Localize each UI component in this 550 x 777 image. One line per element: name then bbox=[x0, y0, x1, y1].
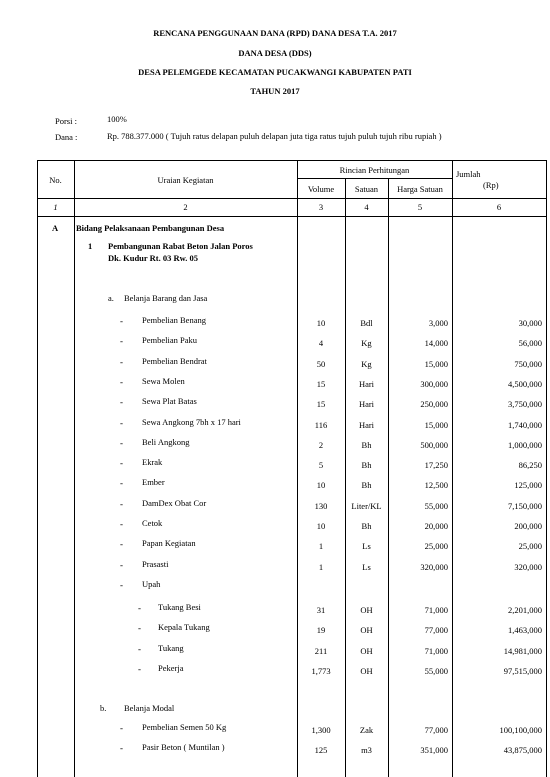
header-uraian: Uraian Kegiatan bbox=[157, 175, 214, 185]
row-volume: 10 bbox=[316, 318, 326, 328]
section-no: A bbox=[52, 223, 59, 233]
row-satuan: Ls bbox=[362, 562, 371, 572]
header-harga: Harga Satuan bbox=[397, 184, 443, 194]
row-harga: 71,000 bbox=[424, 605, 448, 615]
row-jumlah: 30,000 bbox=[518, 318, 542, 328]
row-satuan: Liter/KL bbox=[351, 501, 382, 511]
row-name: Sewa Plat Batas bbox=[142, 396, 197, 406]
row-name: Prasasti bbox=[142, 559, 169, 569]
row-harga: 300,000 bbox=[420, 379, 448, 389]
header-jumlah: Jumlah bbox=[456, 169, 481, 179]
row-satuan: Kg bbox=[361, 359, 372, 369]
row-harga: 351,000 bbox=[420, 745, 448, 755]
colnum-3: 3 bbox=[318, 202, 324, 212]
row-satuan: Bdl bbox=[360, 318, 373, 328]
row-name: Beli Angkong bbox=[142, 437, 190, 447]
row-volume: 31 bbox=[316, 605, 326, 615]
row-name: Pembelian Bendrat bbox=[142, 356, 207, 366]
row-jumlah: 100,100,000 bbox=[499, 725, 542, 735]
row-jumlah: 2,201,000 bbox=[508, 605, 542, 615]
row-jumlah: 43,875,000 bbox=[503, 745, 542, 755]
colnum-6: 6 bbox=[496, 202, 502, 212]
row-jumlah: 97,515,000 bbox=[503, 666, 542, 676]
row-dash: - bbox=[120, 499, 123, 509]
row-harga: 17,250 bbox=[424, 460, 448, 470]
row-dash: - bbox=[120, 357, 123, 367]
row-harga: 3,000 bbox=[428, 318, 448, 328]
colnum-1: 1 bbox=[53, 202, 58, 212]
row-harga: 500,000 bbox=[420, 440, 448, 450]
row-jumlah: 4,500,000 bbox=[508, 379, 542, 389]
row-dash: - bbox=[120, 560, 123, 570]
row-satuan: Hari bbox=[358, 420, 375, 430]
row-satuan: OH bbox=[360, 625, 373, 635]
row-volume: 211 bbox=[314, 646, 328, 656]
colnum-2: 2 bbox=[183, 202, 188, 212]
row-name: Sewa Angkong 7bh x 17 hari bbox=[142, 417, 241, 427]
row-harga: 77,000 bbox=[424, 625, 448, 635]
row-name: Ember bbox=[142, 477, 165, 487]
row-satuan: Zak bbox=[359, 725, 374, 735]
row-dash: - bbox=[120, 418, 123, 428]
row-volume: 15 bbox=[316, 379, 326, 389]
row-jumlah: 56,000 bbox=[518, 338, 542, 348]
row-jumlah: 200,000 bbox=[514, 521, 542, 531]
row-dash: - bbox=[120, 438, 123, 448]
row-satuan: Bh bbox=[361, 521, 372, 531]
row-satuan: OH bbox=[360, 646, 373, 656]
row-harga: 250,000 bbox=[420, 399, 448, 409]
row-harga: 15,000 bbox=[424, 420, 448, 430]
porsi-value: 100% bbox=[107, 114, 127, 124]
doc-title-line4: TAHUN 2017 bbox=[250, 86, 300, 96]
row-name: Pekerja bbox=[158, 663, 184, 673]
doc-title-line3: DESA PELEMGEDE KECAMATAN PUCAKWANGI KABUPATEN PATI bbox=[138, 67, 412, 77]
row-name: Papan Kegiatan bbox=[142, 538, 196, 548]
row-name: Pasir Beton ( Muntilan ) bbox=[142, 742, 225, 752]
row-volume: 1 bbox=[318, 541, 324, 551]
header-no: No. bbox=[49, 175, 62, 185]
row-volume: 10 bbox=[316, 521, 326, 531]
porsi-label: Porsi : bbox=[55, 116, 77, 126]
doc-title-line2: DANA DESA (DDS) bbox=[238, 48, 312, 58]
row-dash: - bbox=[120, 743, 123, 753]
row-volume: 130 bbox=[314, 501, 328, 511]
header-satuan: Satuan bbox=[354, 184, 379, 194]
row-dash: - bbox=[120, 458, 123, 468]
row-name: Upah bbox=[142, 579, 161, 589]
row-name: Tukang bbox=[158, 643, 184, 653]
doc-title-line1: RENCANA PENGGUNAAN DANA (RPD) DANA DESA T.A. 2017 bbox=[153, 28, 397, 38]
row-dash: - bbox=[120, 519, 123, 529]
header-rp: (Rp) bbox=[483, 180, 499, 190]
item-title-line1: Pembangunan Rabat Beton Jalan Poros bbox=[108, 241, 253, 251]
row-harga: 320,000 bbox=[420, 562, 448, 572]
row-dash: - bbox=[138, 664, 141, 674]
row-volume: 1,300 bbox=[311, 725, 331, 735]
row-harga: 71,000 bbox=[424, 646, 448, 656]
row-dash: - bbox=[120, 478, 123, 488]
row-satuan: Kg bbox=[361, 338, 372, 348]
row-harga: 55,000 bbox=[424, 666, 448, 676]
row-volume: 1,773 bbox=[311, 666, 331, 676]
row-satuan: Hari bbox=[358, 379, 375, 389]
row-dash: - bbox=[138, 603, 141, 613]
row-jumlah: 1,463,000 bbox=[508, 625, 542, 635]
row-harga: 55,000 bbox=[424, 501, 448, 511]
row-volume: 19 bbox=[316, 625, 326, 635]
row-satuan: Bh bbox=[361, 480, 372, 490]
row-jumlah: 1,740,000 bbox=[508, 420, 542, 430]
dana-value: Rp. 788.377.000 ( Tujuh ratus delapan puluh delapan juta tiga ratus tujuh puluh tujuh ribu rupiah ) bbox=[107, 131, 442, 141]
item-title-line2: Dk. Kudur Rt. 03 Rw. 05 bbox=[108, 253, 199, 263]
header-volume: Volume bbox=[307, 184, 335, 194]
colnum-4: 4 bbox=[364, 202, 369, 212]
row-jumlah: 86,250 bbox=[518, 460, 542, 470]
row-name: Pembelian Semen 50 Kg bbox=[142, 722, 227, 732]
row-satuan: Bh bbox=[361, 440, 372, 450]
row-harga: 25,000 bbox=[424, 541, 448, 551]
row-volume: 5 bbox=[318, 460, 324, 470]
row-satuan: Ls bbox=[362, 541, 371, 551]
row-volume: 125 bbox=[314, 745, 328, 755]
row-volume: 15 bbox=[316, 399, 326, 409]
row-harga: 12,500 bbox=[424, 480, 448, 490]
row-name: Pembelian Benang bbox=[142, 315, 206, 325]
row-volume: 2 bbox=[318, 440, 324, 450]
row-name: DamDex Obat Cor bbox=[142, 498, 207, 508]
row-dash: - bbox=[120, 539, 123, 549]
row-harga: 14,000 bbox=[424, 338, 448, 348]
row-jumlah: 320,000 bbox=[514, 562, 542, 572]
row-volume: 50 bbox=[316, 359, 326, 369]
row-jumlah: 7,150,000 bbox=[508, 501, 542, 511]
row-dash: - bbox=[120, 377, 123, 387]
row-satuan: Bh bbox=[361, 460, 372, 470]
row-dash: - bbox=[120, 336, 123, 346]
row-satuan: m3 bbox=[361, 745, 372, 755]
header-rincian: Rincian Perhitungan bbox=[339, 165, 410, 175]
row-satuan: OH bbox=[360, 605, 373, 615]
item-no: 1 bbox=[88, 241, 93, 251]
row-name: Cetok bbox=[142, 518, 163, 528]
sub-a-label: Belanja Barang dan Jasa bbox=[124, 293, 208, 303]
row-volume: 1 bbox=[318, 562, 324, 572]
row-satuan: Hari bbox=[358, 399, 375, 409]
row-harga: 15,000 bbox=[424, 359, 448, 369]
row-volume: 4 bbox=[318, 338, 324, 348]
row-jumlah: 1,000,000 bbox=[508, 440, 542, 450]
row-name: Sewa Molen bbox=[142, 376, 185, 386]
row-dash: - bbox=[138, 644, 141, 654]
row-jumlah: 3,750,000 bbox=[508, 399, 542, 409]
row-harga: 20,000 bbox=[424, 521, 448, 531]
row-dash: - bbox=[120, 580, 123, 590]
row-volume: 116 bbox=[314, 420, 328, 430]
row-name: Kepala Tukang bbox=[158, 622, 210, 632]
row-dash: - bbox=[120, 723, 123, 733]
row-volume: 10 bbox=[316, 480, 326, 490]
row-jumlah: 25,000 bbox=[518, 541, 542, 551]
row-jumlah: 125,000 bbox=[514, 480, 542, 490]
row-name: Tukang Besi bbox=[158, 602, 201, 612]
section-title: Bidang Pelaksanaan Pembangunan Desa bbox=[76, 223, 225, 233]
row-name: Ekrak bbox=[142, 457, 163, 467]
row-satuan: OH bbox=[360, 666, 373, 676]
dana-label: Dana : bbox=[55, 132, 78, 142]
colnum-5: 5 bbox=[417, 202, 423, 212]
row-dash: - bbox=[120, 316, 123, 326]
row-harga: 77,000 bbox=[424, 725, 448, 735]
row-dash: - bbox=[120, 397, 123, 407]
sub-b-label: Belanja Modal bbox=[124, 703, 175, 713]
sub-b-letter: b. bbox=[100, 703, 107, 713]
row-jumlah: 750,000 bbox=[514, 359, 542, 369]
row-name: Pembelian Paku bbox=[142, 335, 198, 345]
row-dash: - bbox=[138, 623, 141, 633]
sub-a-letter: a. bbox=[108, 293, 114, 303]
row-jumlah: 14,981,000 bbox=[503, 646, 542, 656]
